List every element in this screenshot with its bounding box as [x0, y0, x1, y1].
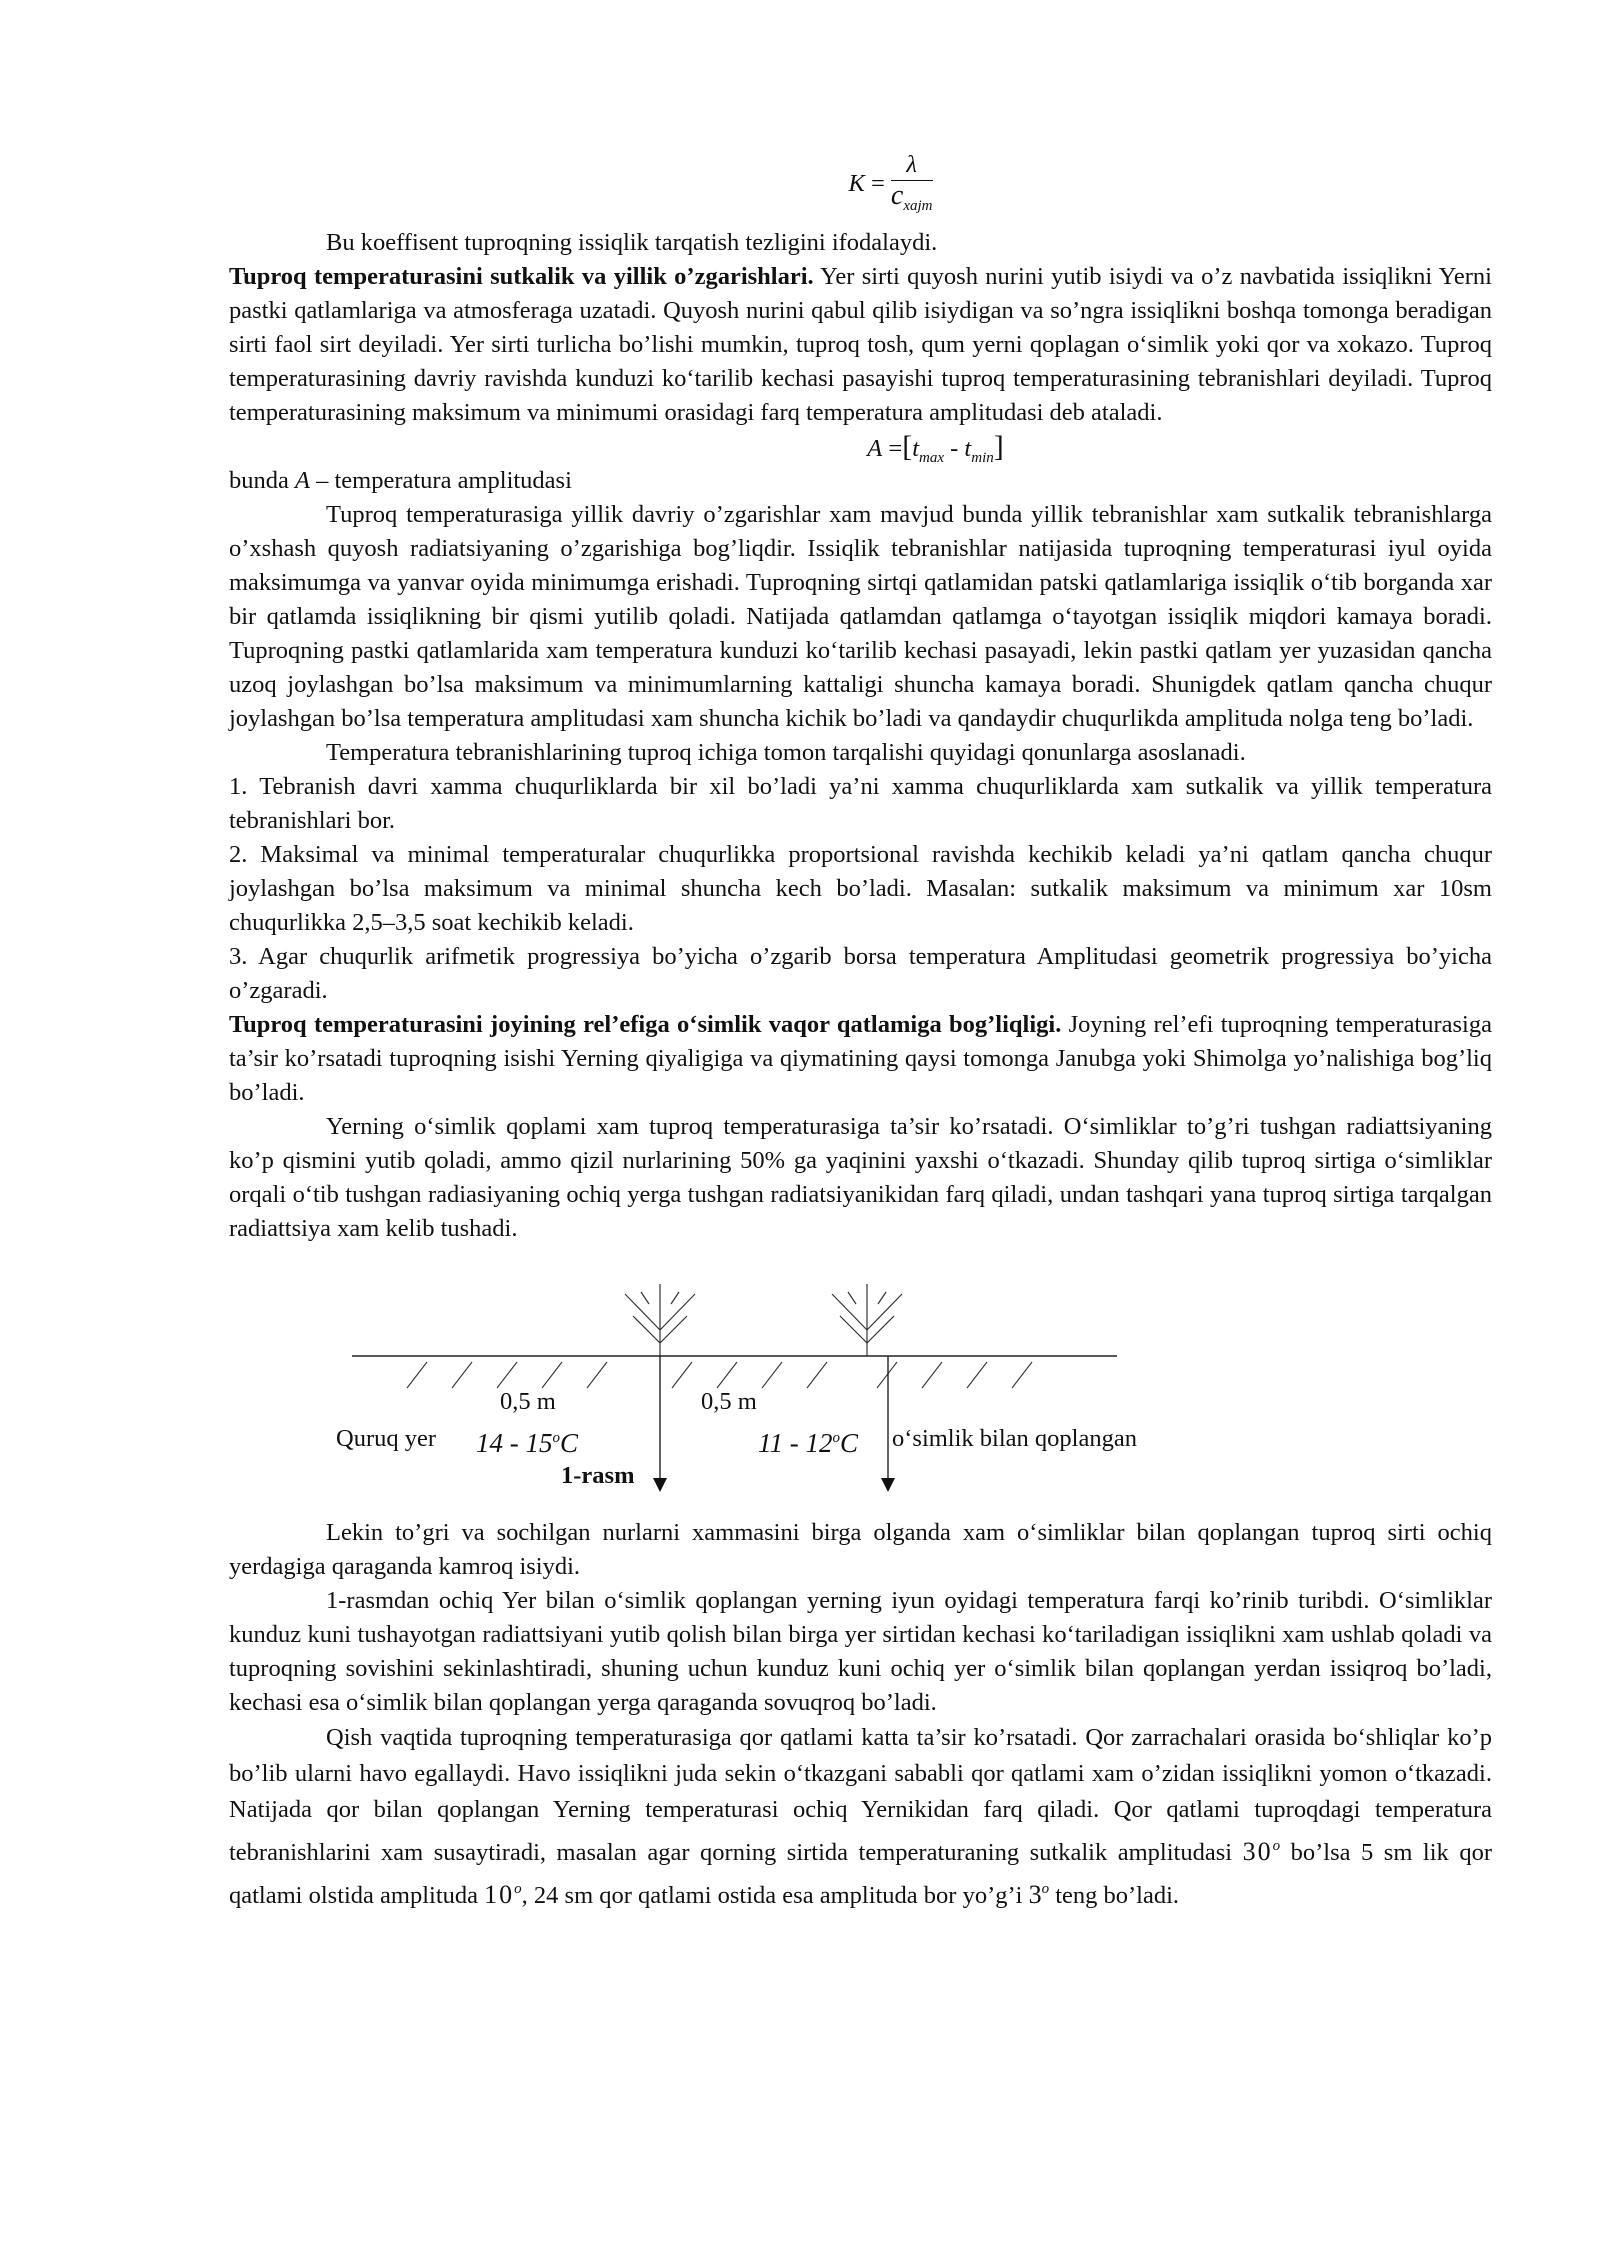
section-text-relief: Joyning rel’efi tuproqning temperaturasiga ta’sir ko’rsatadi tuproqning isishi Yerning qiyaligiga va qiymatining qaysi tomonga Janubga yoki Shimolga yo’nalishiga bog’liq bo’ladi. [229, 1011, 1492, 1106]
temp-right-degree: o [832, 1430, 840, 1446]
depth-label-right: 0,5 m [701, 1388, 757, 1415]
formula-k-fraction [891, 150, 933, 221]
formula-a-lhs: A [867, 435, 883, 462]
figure-caption: 1-rasm [561, 1462, 635, 1489]
paragraph-figure-explanation: 1-rasmdan ochiq Yer bilan o‘simlik qoplangan yerning iyun oyidagi temperatura farqi ko’rinib turibdi. O‘simliklar kunduz kuni tushayotgan radiattsiyani yutib qolish bilan birga yer sirtidan kechasi ko‘tariladigan issiqlikni xam ushlab qoladi va tuproqning sovishini sekinlashtiradi, shuning uchun kunduz kuni ochiq yer o‘simlik bilan qoplangan yerdan issiqroq bo’ladi, kechasi esa o‘simlik bilan qoplangan yerga qaraganda sovuqroq bo’ladi. [229, 1587, 1492, 1716]
paragraph-yearly-changes: Tuproq temperaturasiga yillik davriy o’zgarishlar xam mavjud bunda yillik tebranishlar xam sutkalik tebranishlarga o’xshash quyosh radiatsiyaning o’zgarishiga bog’liqdir. Issiqlik tebranishlar natijasida tuproqning temperaturasi iyul oyida maksimumga va yanvar oyida minimumga erishadi. Tuproqning sirtqi qatlamidan patski qatlamlariga issiqlik o‘tib borganda xar bir qatlamda issiqlikning bir qismi yutilib qoladi. Natijada qatlamdan qatlamga o‘tayotgan issiqlik miqdori kamaya boradi. Tuproqning pastki qatlamlarida xam temperatura kunduzi ko‘tarilib kechasi pasayadi, lekin pastki qatlam yer yuzasidan qancha uzoq joylashgan bo’lsa maksimum va minimumlarning kattaligi shuncha kamaya boradi. Shunigdek qatlam qancha chuqur joylashgan bo’lsa temperatura amplitudasi xam shuncha kichik bo’ladi va qandaydir chuqurlikda amplituda nolga teng bo’ladi. [229, 501, 1492, 732]
formula-k-denominator [891, 181, 933, 221]
temp-left [476, 1421, 578, 1460]
temp-right [758, 1421, 858, 1460]
formula-a-open-bracket: [ [902, 430, 913, 463]
figure-1 [229, 1246, 1492, 1516]
dry-ground-label: Quruq yer [336, 1425, 437, 1452]
snow-text-b: bo’lsa 5 sm lik qor qatlami olstida amplituda [229, 1839, 1492, 1909]
snow-degree-2: o [514, 1881, 522, 1897]
depth-label-left: 0,5 m [500, 1388, 556, 1415]
paragraph-laws-intro: Temperatura tebranishlarining tuproq ichiga tomon tarqalishi quyidagi qonunlarga asoslanadi. [326, 739, 1246, 766]
formula-k-lhs: K [848, 170, 865, 198]
formula-k-den-subscript: xajm [903, 198, 933, 214]
formula-a-t2: t [964, 435, 972, 462]
figure-1-drawing [229, 1246, 1492, 1516]
temp-right-unit: C [840, 1428, 859, 1458]
temp-left-value: 14 - 15 [476, 1428, 553, 1458]
formula-k-eq: = [870, 170, 885, 198]
paragraph-scattered-radiation: Lekin to’gri va sochilgan nurlarni xammasini birga olganda xam o‘simliklar bilan qoplangan tuproq sirti ochiq yerdagiga qaraganda kamroq isiydi. [229, 1519, 1492, 1580]
snow-text-c: , 24 sm qor qatlami ostida esa amplituda bor yo’g’i [521, 1882, 1029, 1909]
formula-k-numerator: λ [891, 150, 933, 181]
section-relief-vegetation [229, 1008, 1492, 1110]
temp-left-degree: o [552, 1430, 560, 1446]
paragraph-koeffisent: Bu koeffisent tuproqning issiqlik tarqatish tezligini ifodalaydi. [326, 229, 938, 256]
formula-a-eq: = [888, 435, 903, 462]
plant-left-icon [625, 1284, 695, 1356]
paragraph-snow-layer [229, 1720, 1492, 1914]
snow-degree-1: o [1272, 1838, 1281, 1854]
snow-text-a: Qish vaqtida tuproqning temperaturasiga qor qatlami katta ta’sir ko’rsatadi. Qor zarrachalari orasida bo‘shliqlar ko’p bo’lib ularni havo egallaydi. Havo issiqlikni juda sekin o‘tkazgani sababli qor qatlami xam o’zidan issiqlikni yomon o‘tkazadi. Natijada qor bilan qoplangan Yerning temperaturasi ochiq Yernikidan farq qiladi. Qor qatlami tuproqdagi temperatura tebranishlarini xam susaytiradi, masalan agar qorning sirtida temperaturaning sutkalik amplitudasi [229, 1724, 1492, 1866]
temp-right-value: 11 - 12 [758, 1428, 833, 1458]
plant-right-icon [832, 1284, 902, 1356]
depth-arrow-left-icon [653, 1478, 667, 1492]
paragraph-vegetation-cover: Yerning o‘simlik qoplami xam tuproq temperaturasiga ta’sir ko’rsatadi. O‘simliklar to’g’ri tushgan radiattsiyaning ko’p qismini yutib qoladi, ammo qizil nurlarining 50% ga yaqinini yaxshi o‘tkazadi. Shunday qilib tuproq sirtiga o‘simliklar orqali o‘tib tushgan radiasiyaning ochiq yerga tushgan radiatsiyanikidan farq qiladi, undan tashqari yana tuproq sirtiga tarqalgan radiattsiya xam kelib tushadi. [229, 1113, 1492, 1242]
law-item-1: 1. Tebranish davri xamma chuqurliklarda bir xil bo’ladi ya’ni xamma chuqurliklarda xam sutkalik va yillik temperatura tebranishlari bor. [229, 773, 1492, 834]
formula-a-close-bracket: ] [993, 430, 1004, 463]
formula-a-t1: t [912, 435, 919, 462]
formula-a-minus: - [950, 435, 959, 462]
depth-arrow-right-icon [881, 1478, 895, 1492]
formula-a-t1-subscript: max [919, 450, 944, 466]
temp-left-unit: C [560, 1428, 579, 1458]
formula-a-t2-subscript: min [971, 450, 994, 466]
bunda-symbol: A [295, 467, 310, 494]
vegetation-cover-label: o‘simlik bilan qoplangan [892, 1425, 1137, 1452]
paragraph-bunda [229, 464, 1492, 498]
bunda-prefix: bunda [229, 467, 295, 494]
document-page [229, 150, 1492, 1914]
formula-k-den-symbol: c [890, 180, 904, 211]
snow-value-1: 30 [1242, 1837, 1273, 1866]
section-title-daily-yearly: Tuproq temperaturasini sutkalik va yillik o’zgarishlari. [229, 263, 814, 290]
bunda-rest: – temperatura amplitudasi [309, 467, 572, 494]
law-item-2: 2. Maksimal va minimal temperaturalar chuqurlikka proportsional ravishda kechikib keladi ya’ni qatlam qancha chuqur joylashgan bo’lsa maksimum va minimal shuncha kech bo’ladi. Masalan: sutkalik maksimum va minimum xar 10sm chuqurlikka 2,5–3,5 soat kechikib keladi. [229, 841, 1492, 936]
law-item-3: 3. Agar chuqurlik arifmetik progressiya bo’yicha o’zgarib borsa temperatura Amplitudasi geometrik progressiya bo’yicha o’zgaradi. [229, 943, 1492, 1004]
snow-value-3: 3 [1028, 1880, 1042, 1909]
formula-amplitude [229, 430, 1492, 464]
section-text-daily-yearly: Yer sirti quyosh nurini yutib isiydi va o’z navbatida issiqlikni Yerni pastki qatlamlariga va atmosferaga uzatadi. Quyosh nurini qabul qilib isiydigan va so’ngra issiqlikni boshqa tomonga beradigan sirti faol sirt deyiladi. Yer sirti turlicha bo’lishi mumkin, tuproq tosh, qum yerni qoplagan o‘simlik yoki qor va xokazo. Tuproq temperaturasining davriy ravishda kunduzi ko‘tarilib kechasi pasayishi tuproq temperaturasining tebranishlari deyiladi. Tuproq temperaturasining maksimum va minimumi orasidagi farq temperatura amplitudasi deb ataladi. [229, 263, 1492, 426]
section-daily-yearly [229, 260, 1492, 430]
snow-degree-3: o [1041, 1881, 1050, 1897]
snow-value-2: 10 [484, 1880, 515, 1909]
formula-k [229, 150, 1492, 226]
section-title-relief: Tuproq temperaturasini joyining rel’efiga o‘simlik vaqor qatlamiga bog’liqligi. [229, 1011, 1062, 1038]
snow-text-d: teng bo’ladi. [1049, 1882, 1180, 1909]
